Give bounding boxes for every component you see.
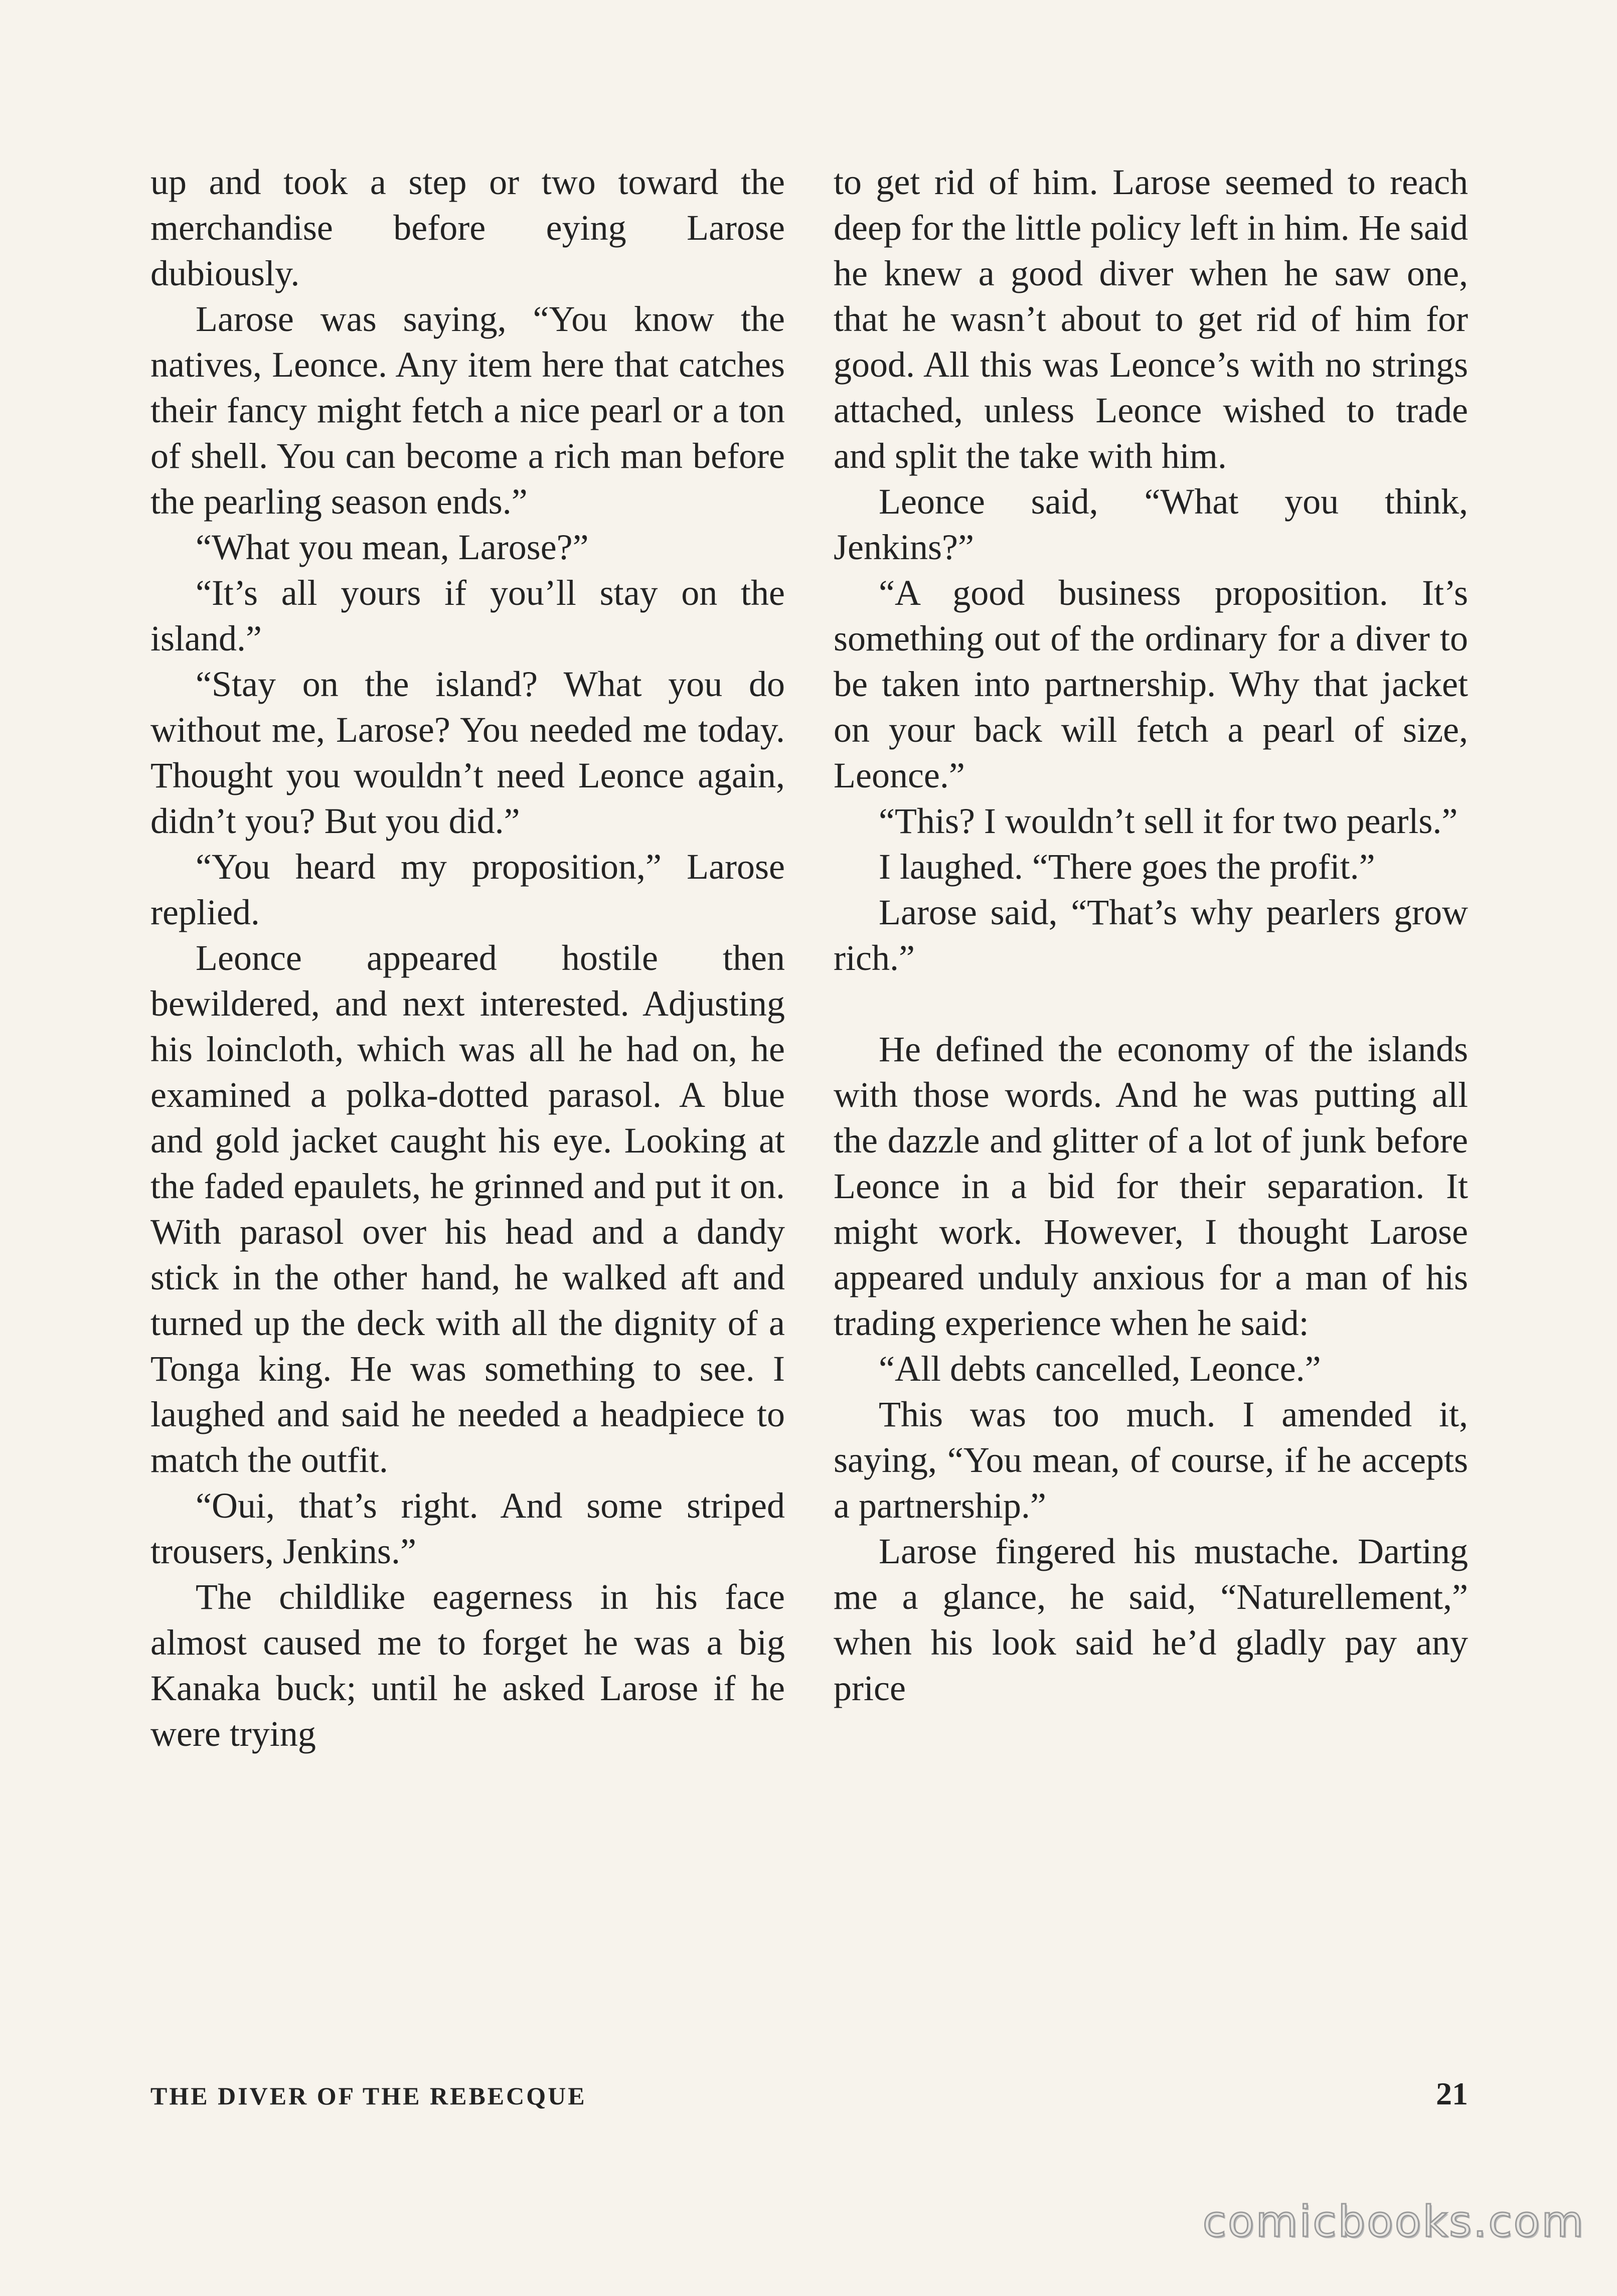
paragraph: “This? I wouldn’t sell it for two pearls.”: [879, 801, 1458, 841]
paragraph: Larose fingered his mustache. Darting me a glance, he said, “Naturellement,” when his look said he’d gladly pay any price: [834, 1531, 1468, 1708]
page-number: 21: [1436, 2076, 1468, 2111]
paragraph: “Stay on the island? What you do without me, Larose? You needed me today. Thought you wouldn’t need Leonce again, didn’t you? But you did.”: [150, 664, 785, 841]
running-title: THE DIVER OF THE REBECQUE: [150, 2082, 587, 2110]
paragraph: “All debts cancelled, Leonce.”: [879, 1349, 1321, 1389]
section-break: [834, 981, 1468, 1027]
paragraph: I laughed. “There goes the profit.”: [879, 847, 1375, 887]
paragraph: to get rid of him. Larose seemed to reach deep for the little policy left in him. He said he knew a good diver when he saw one, that he wasn’t about to get rid of him for good. All this was Leonce’s with no strings attached, unless Leonce wished to trade and split the take with him.: [834, 162, 1468, 476]
paragraph: Larose said, “That’s why pearlers grow rich.”: [834, 892, 1468, 978]
paragraph: “You heard my proposition,” Larose replied.: [150, 847, 785, 932]
text-column-left: [150, 159, 785, 2065]
paragraph: “It’s all yours if you’ll stay on the island.”: [150, 573, 785, 659]
paragraph: This was too much. I amended it, saying, “You mean, of course, if he accepts a partnership.”: [834, 1394, 1468, 1526]
paragraph: “A good business proposition. It’s something out of the ordinary for a diver to be taken into partnership. Why that jacket on your back will fetch a pearl of size, Leonce.”: [834, 573, 1468, 795]
page-footer: [150, 2075, 1468, 2112]
paragraph: “Oui, that’s right. And some striped trousers, Jenkins.”: [150, 1486, 785, 1571]
paragraph: “What you mean, Larose?”: [196, 527, 589, 567]
paragraph: Leonce appeared hostile then bewildered, and next interested. Adjusting his loincloth, which was all he had on, he examined a polka-dotted parasol. A blue and gold jacket caught his eye. Looking at the faded epaulets, he grinned and put it on. With parasol over his head and a dandy stick in the other hand, he walked aft and turned up the deck with all the dignity of a Tonga king. He was something to see. I laughed and said he needed a headpiece to match the outfit.: [150, 938, 785, 1480]
paragraph: Larose was saying, “You know the natives, Leonce. Any item here that catches their fancy might fetch a nice pearl or a ton of shell. You can become a rich man before the pearling season ends.”: [150, 299, 785, 522]
watermark: comicbooks.com: [1202, 2197, 1585, 2247]
paragraph: up and took a step or two toward the merchandise before eying Larose dubiously.: [150, 162, 785, 293]
paragraph: The childlike eagerness in his face almost caused me to forget he was a big Kanaka buck; until he asked Larose if he were trying: [150, 1577, 785, 1754]
text-column-right: [834, 159, 1468, 2065]
paragraph: Leonce said, “What you think, Jenkins?”: [834, 481, 1468, 567]
paragraph: He defined the economy of the islands with those words. And he was putting all the dazzle and glitter of a lot of junk before Leonce in a bid for their separation. It might work. However, I thought Larose appeared unduly anxious for a man of his trading experience when he said:: [834, 1029, 1468, 1343]
